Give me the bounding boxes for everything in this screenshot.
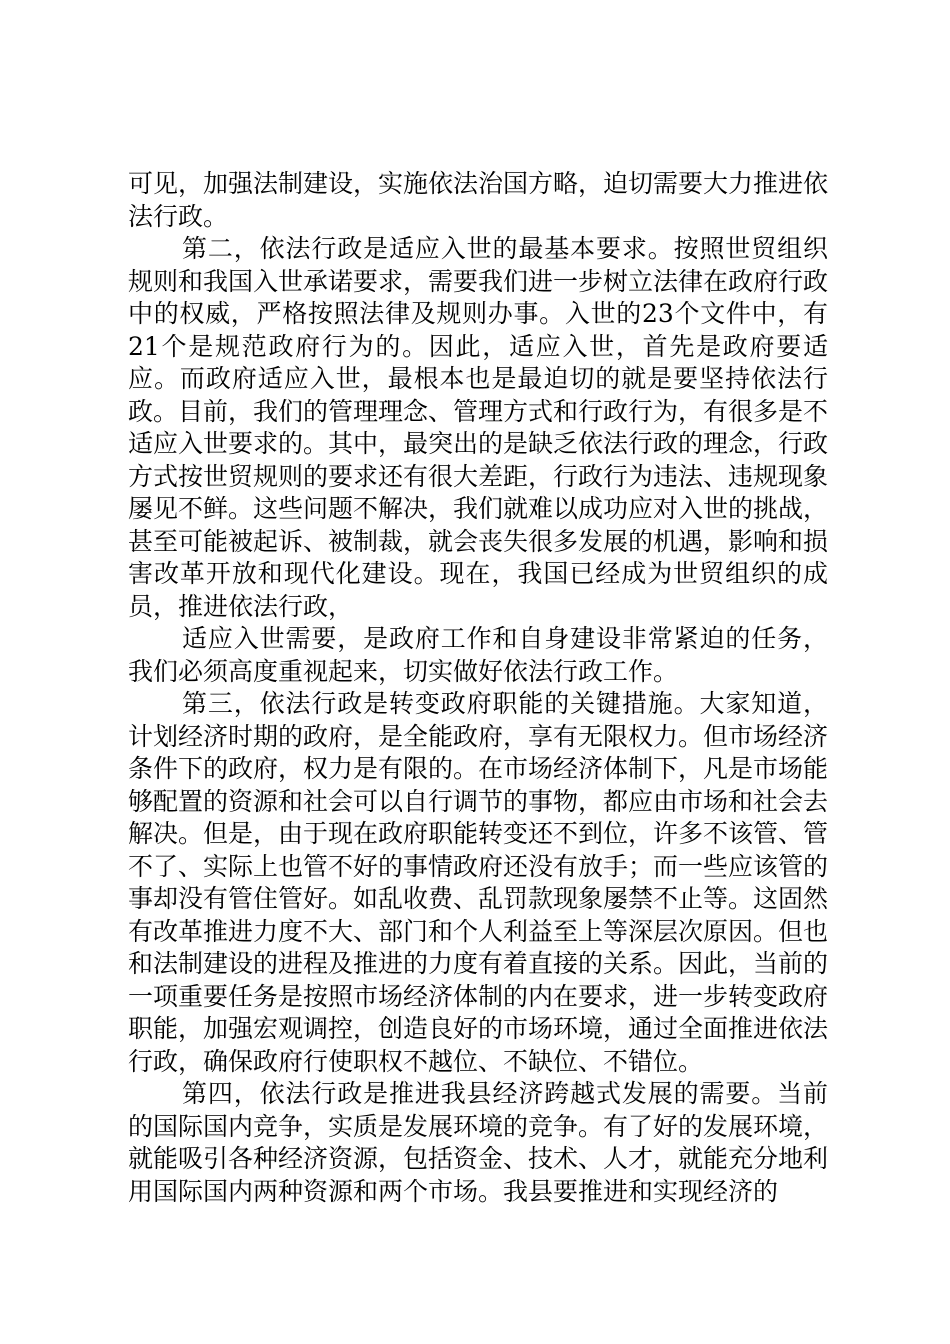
paragraph-4: 第三，依法行政是转变政府职能的关键措施。大家知道，计划经济时期的政府，是全能政府，享有无限权力。但市场经济条件下的政府，权力是有限的。在市场经济体制下，凡是市场能够配置的资源和社会可以自行调节的事物，都应由市场和社会去解决。但是，由于现在政府职能转变还不到位，许多不该管、管不了、实际上也管不好的事情政府还没有放手；而一些应该管的事却没有管住管好。如乱收费、乱罚款现象屡禁不止等。这固然有改革推进力度不大、部门和个人利益至上等深层次原因。但也和法制建设的进程及推进的力度有着直接的关系。因此，当前的一项重要任务是按照市场经济体制的内在要求，进一步转变政府职能，加强宏观调控，创造良好的市场环境，通过全面推进依法行政，确保政府行使职权不越位、不缺位、不错位。	[128, 689, 829, 1076]
paragraph-5: 第四，依法行政是推进我县经济跨越式发展的需要。当前的国际国内竞争，实质是发展环境的竞争。有了好的发展环境，就能吸引各种经济资源，包括资金、技术、人才，就能充分地利用国际国内两种资源和两个市场。我县要推进和实现经济的	[128, 1079, 829, 1206]
document-page	[128, 168, 828, 1208]
paragraph-1: 可见，加强法制建设，实施依法治国方略，迫切需要大力推进依法行政。	[128, 169, 829, 231]
paragraph-3: 适应入世需要，是政府工作和自身建设非常紧迫的任务，我们必须高度重视起来，切实做好依法行政工作。	[128, 624, 828, 686]
paragraph-2: 第二，依法行政是适应入世的最基本要求。按照世贸组织规则和我国入世承诺要求，需要我们进一步树立法律在政府行政中的权威，严格按照法律及规则办事。入世的23个文件中，有21个是规范政府行为的。因此，适应入世，首先是政府要适应。而政府适应入世，最根本也是最迫切的就是要坚持依法行政。目前，我们的管理理念、管理方式和行政行为，有很多是不适应入世要求的。其中，最突出的是缺乏依法行政的理念，行政方式按世贸规则的要求还有很大差距，行政行为违法、违规现象屡见不鲜。这些问题不解决，我们就难以成功应对入世的挑战，甚至可能被起诉、被制裁，就会丧失很多发展的机遇，影响和损害改革开放和现代化建设。现在，我国已经成为世贸组织的成员，推进依法行政，	[128, 234, 829, 621]
